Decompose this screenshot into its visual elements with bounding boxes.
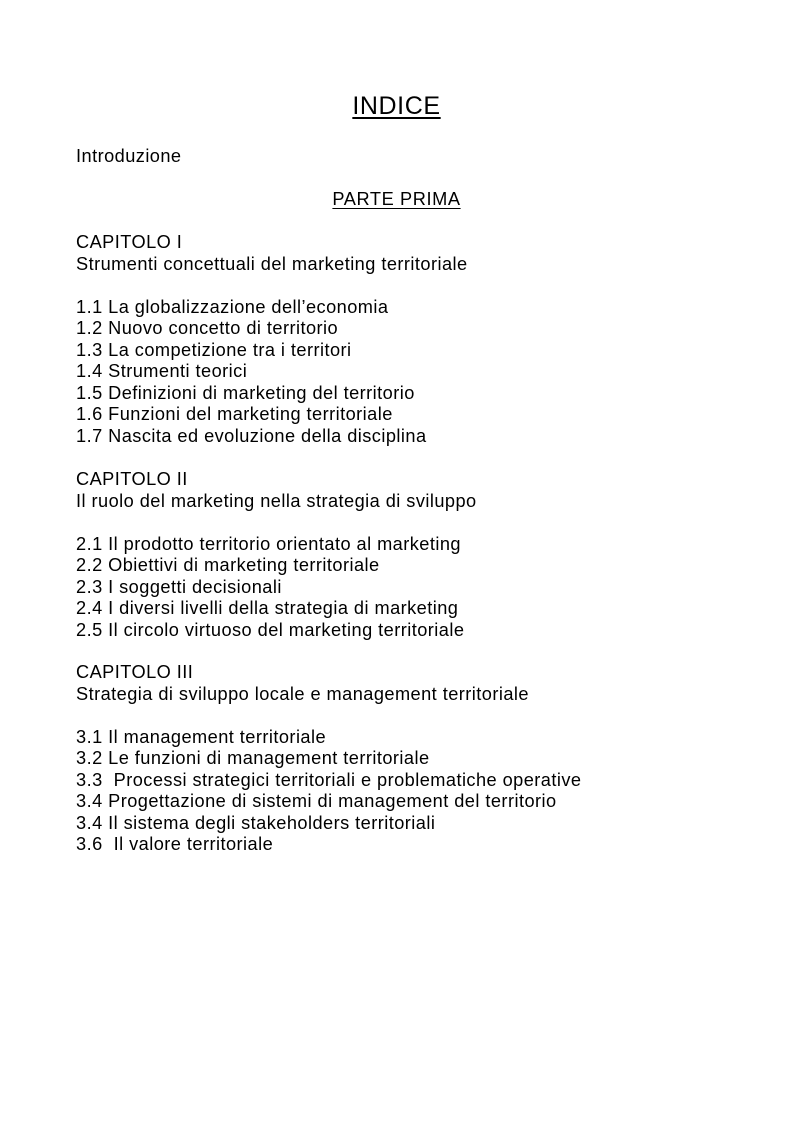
section-list [76,297,756,448]
toc-entry: 2.1 Il prodotto territorio orientato al marketing [76,533,461,554]
toc-entry: 3.6 Il valore territoriale [76,834,274,854]
section-list [76,534,756,642]
toc-entry: 1.6 Funzioni del marketing territoriale [76,404,393,424]
toc-entry: 2.5 Il circolo virtuoso del marketing territoriale [76,619,465,640]
chapter-2 [76,469,756,641]
chapter-3 [76,662,756,856]
part-heading: PARTE PRIMA [332,189,461,209]
toc-entry: 1.5 Definizioni di marketing del territorio [76,382,415,403]
chapter-label: CAPITOLO II [76,469,188,489]
section-list [76,727,756,856]
toc-entry: 3.4 Progettazione di sistemi di management del territorio [76,791,557,811]
toc-entry: 3.3 Processi strategici territoriali e problematiche operative [76,769,582,790]
chapter-label: CAPITOLO I [76,232,183,252]
toc-entry: 2.4 I diversi livelli della strategia di marketing [76,598,459,618]
toc-entry: 1.1 La globalizzazione dell’economia [76,296,389,317]
toc-entry: 3.2 Le funzioni di management territoriale [76,748,430,768]
chapter-1 [76,232,756,447]
page-title: INDICE [352,92,441,120]
toc-entry: 3.4 Il sistema degli stakeholders territoriali [76,812,436,833]
toc-entry: 2.2 Obiettivi di marketing territoriale [76,555,380,575]
toc-entry: 1.7 Nascita ed evoluzione della disciplina [76,425,427,446]
chapter-title: Il ruolo del marketing nella strategia di sviluppo [76,490,477,511]
toc-entry: 3.1 Il management territoriale [76,726,327,747]
toc-entry: 1.4 Strumenti teorici [76,361,248,381]
chapter-title: Strategia di sviluppo locale e management territoriale [76,683,529,704]
intro-entry: Introduzione [76,146,182,166]
toc-entry: 1.2 Nuovo concetto di territorio [76,318,339,338]
chapter-title: Strumenti concettuali del marketing territoriale [76,253,468,274]
chapter-label: CAPITOLO III [76,662,194,682]
toc-entry: 2.3 I soggetti decisionali [76,576,282,597]
toc-entry: 1.3 La competizione tra i territori [76,339,352,360]
